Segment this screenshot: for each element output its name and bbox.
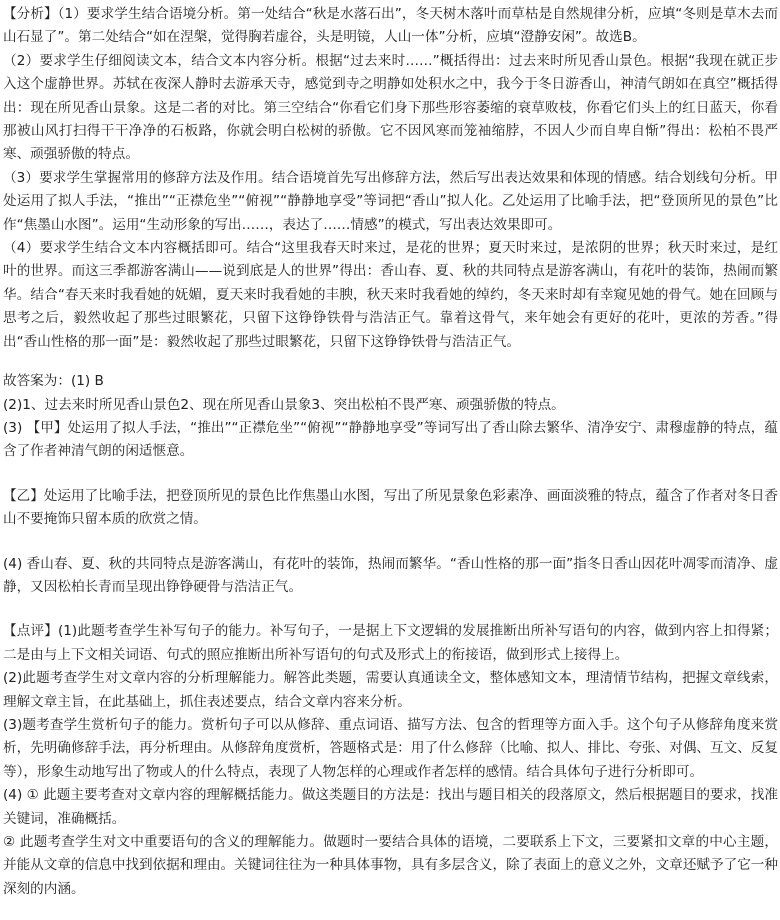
answer-line-1: 故答案为：(1) B (3, 373, 104, 390)
answer-line-3: (3) 【甲】处运用了拟人手法，“推出”“正襟危坐”“俯视”“静静地享受”等词写出了香山除去繁华、清净安宁、肃穆虚静的特点，蕴含了作者神清气朗的闲适惬意。 (3, 419, 778, 460)
answer-line-5: (4) 香山春、夏、秋的共同特点是游客满山，有花叶的装饰，热闹而繁华。“香山性格的那一面”指冬日香山因花叶凋零而清净、虚静，又因松柏长青而呈现出铮铮硬骨与浩洁正气。 (3, 555, 778, 595)
comment-paragraph-3: (3)题考查学生赏析句子的能力。赏析句子可以从修辞、重点词语、描写方法、包含的哲理等方面入手。这个句子从修辞角度来赏析，先明确修辞手法，再分析理由。从修辞角度赏析，答题格式是：用了什么修辞（比喻、拟人、排比、夸张、对偶、互文、反复等），形象生动地写出了物或人的什么特点，表现了人物怎样的心理或作者怎样的感情。结合具体句子进行分析即可。 (3, 716, 778, 780)
analysis-paragraph-3: （3）要求学生掌握常用的修辞方法及作用。结合语境首先写出修辞方法，然后写出表达效果和体现的情感。结合划线句分析。甲处运用了拟人手法，“推出”“正襟危坐”“俯视”“静静地享受”等词把“香山”拟人化。乙处运用了比喻手法，把“登顶所见的景色”比作“焦墨山水图”。运用“生动形象的写出……，表达了……情感”的模式，写出表达效果即可。 (3, 169, 778, 233)
analysis-section (3, 3, 778, 354)
spacer (3, 532, 778, 553)
comment-paragraph-5: ② 此题考查学生对文中重要语句的含义的理解能力。做题时一要结合具体的语境，二要联系上下文，三要紧扣文章的中心主题，并能从文章的信息中找到依据和理由。关键词往往为一种具体事物，具有多层含义，除了表面上的意义之外，文章还赋予了它一种深刻的内涵。 (3, 834, 778, 897)
spacer (3, 354, 778, 370)
answer-line-4: 【乙】处运用了比喻手法，把登顶所见的景色比作焦墨山水图，写出了所见景象色彩素净、画面淡雅的特点，蕴含了作者对冬日香山不要掩饰只留本质的欣赏之情。 (3, 487, 778, 528)
analysis-paragraph-1: 【分析】（1）要求学生结合语境分析。第一处结合“秋是水落石出”，冬天树木落叶而草枯是自然规律分析，应填“冬则是草木去而山石显了”。第二处结合“如在涅槃，觉得胸若虚谷，头是明镜，人山一体”分析，应填“澄静安闲”。故选B。 (3, 6, 778, 46)
answer-section (3, 370, 778, 599)
answer-line-2: (2)1、过去来时所见香山景色2、现在所见香山景象3、突出松柏不畏严寒、顽强骄傲的特点。 (3, 396, 565, 413)
comment-section (3, 620, 778, 901)
analysis-paragraph-2: （2）要求学生仔细阅读文本，结合文本内容分析。根据“过去来时……”概括得出：过去来时所见香山景色。根据“我现在就正步入这个虚静世界。苏轼在夜深人静时去游承天寺，感觉到寺之明静如处积水之中，我今于冬日游香山，神清气朗如在真空”概括得出：现在所见香山景象。这是二者的对比。第三空结合“你看它们身下那些形容萎缩的衰草败枝，你看它们头上的红日蓝天，你看那被山风打扫得干干净净的石板路，你就会明白松树的骄傲。它不因风寒而笼袖缩脖，不因人少而自卑自惭”得出：松柏不畏严寒、顽强骄傲的特点。 (3, 52, 778, 163)
comment-paragraph-1: 【点评】(1)此题考查学生补写句子的能力。补写句子，一是据上下文逻辑的发展推断出所补写语句的内容，做到内容上扣得紧；二是由与上下文相关词语、句式的照应推断出所补写语句的句式及形式上的衔接语，做到形式上接得上。 (3, 623, 778, 663)
comment-paragraph-2: (2)此题考查学生对文章内容的分析理解能力。解答此类题，需要认真通读全文，整体感知文本，理清情节结构，把握文章线索，理解文章主旨，在此基础上，抓住表述要点，结合文章内容来分析。 (3, 670, 778, 710)
comment-paragraph-4: (4) ① 此题主要考查对文章内容的理解概括能力。做这类题目的方法是：找出与题目相关的段落原文，然后根据题目的要求，找准关键词，准确概括。 (3, 787, 778, 827)
analysis-paragraph-4: （4）要求学生结合文本内容概括即可。结合“这里我春天时来过，是花的世界；夏天时来过，是浓阴的世界；秋天时来过，是红叶的世界。而这三季都游客满山——说到底是人的世界”得出：香山春、夏、秋的共同特点是游客满山，有花叶的装饰，热闹而繁华。结合“春天来时我看她的妩媚，夏天来时我看她的丰腴，秋天来时我看她的绰约，冬天来时却有幸窥见她的骨气。她在回顾与思考之后，毅然收起了那些过眼繁花，只留下这铮铮铁骨与浩洁正气。靠着这骨气，来年她会有更好的花叶，更浓的芳香。”得出“香山性格的那一面”是：毅然收起了那些过眼繁花，只留下这铮铮铁骨与浩洁正气。 (3, 240, 778, 350)
spacer (3, 464, 778, 485)
spacer (3, 599, 778, 620)
